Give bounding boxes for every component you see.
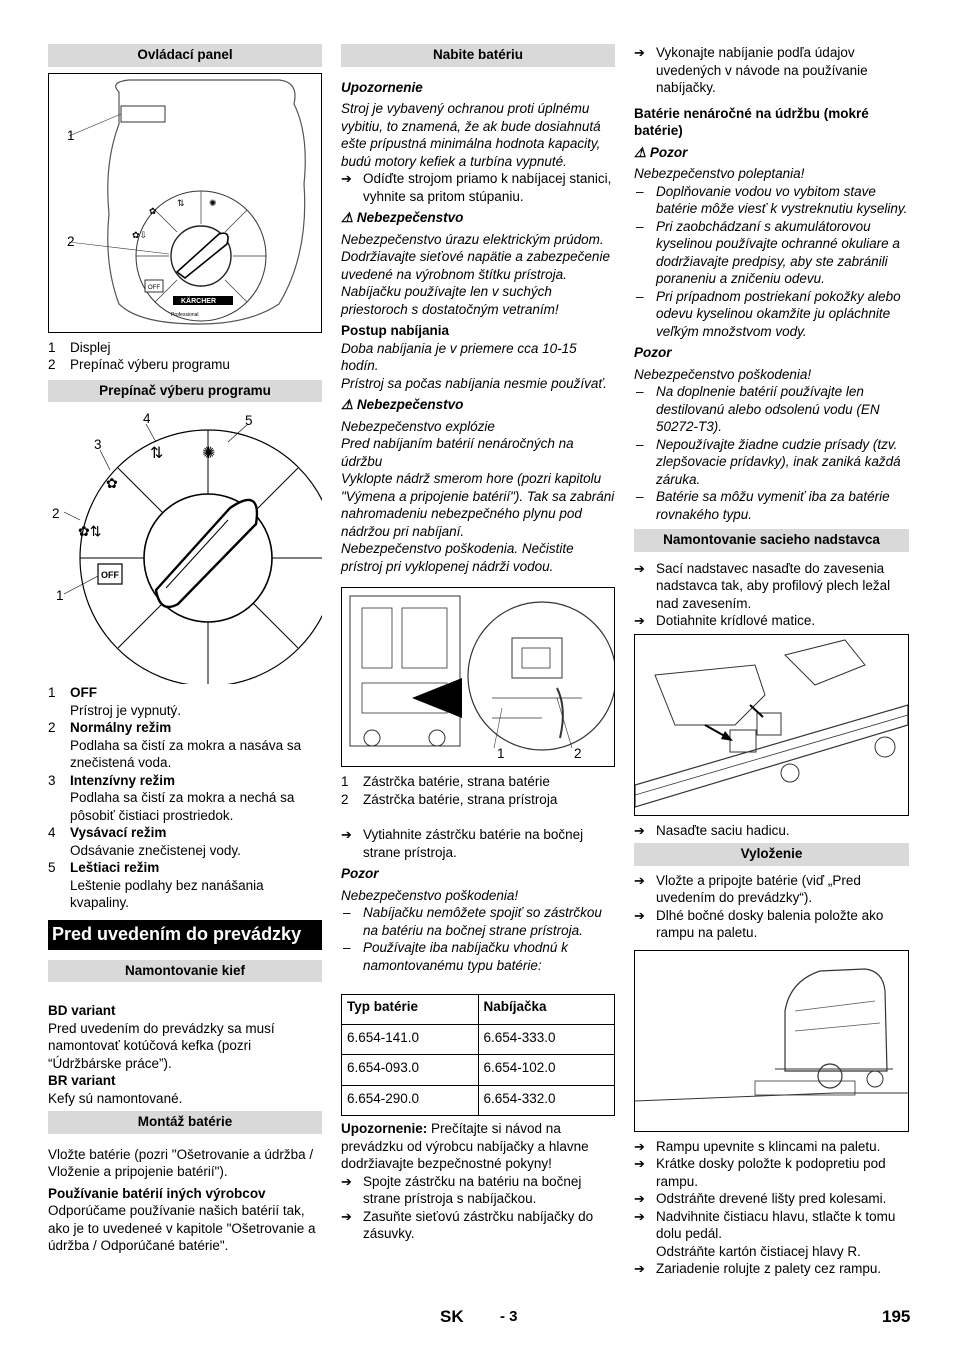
br-variant-text: Kefy sú namontované. (48, 1090, 183, 1106)
caution-title: ⚠ Pozor (634, 144, 688, 160)
column-middle (341, 44, 615, 1243)
figure-control-panel (48, 73, 322, 333)
caution-title: Pozor (341, 866, 379, 881)
normal-mode-icon: ✿⇅ (78, 523, 102, 539)
section-heading-battery-mounting: Montáž batérie (48, 1111, 322, 1134)
off-label: OFF (101, 570, 119, 580)
caution-item: – Pri prípadnom postriekaní pokožky alebo odevu kyselinou okamžite ju opláchnite veľkým množstvom vody. (634, 288, 909, 341)
vacuum-mode-icon: ⇅ (150, 445, 164, 462)
caption-list (341, 773, 615, 808)
section-heading-unloading: Vyloženie (634, 843, 909, 866)
figure-label-3: 3 (94, 437, 102, 452)
bd-variant-title: BD variant (48, 1003, 116, 1018)
table-cell: 6.654-332.0 (478, 1085, 615, 1116)
danger-text: Vyklopte nádrž smerom hore (pozri kapitolu "Výmena a pripojenie batérií"). Tak sa zabráni nahromadeniu nebezpečného plynu pod nádržou pri nabíjaní. (341, 471, 615, 539)
figure-suction-nozzle (634, 634, 909, 816)
footer-page-number: - 3 (500, 1308, 518, 1325)
control-panel-drawing (49, 74, 321, 330)
danger-text: Nabíjačku používajte len v suchých priestoroch s dostatočným vetraním! (341, 284, 559, 317)
table-cell: 6.654-290.0 (342, 1085, 479, 1116)
caution-text: Nebezpečenstvo poleptania! (634, 166, 805, 181)
mode-item: 4 Vysávací režim Odsávanie znečistenej vody. (48, 825, 241, 858)
instruction-step: ➔ Krátke dosky položte k podopretiu pod rampu. (634, 1155, 909, 1190)
bd-variant-text: Pred uvedením do prevádzky sa musí namontovať kotúčová kefka (pozri “Údržbárske práce”). (48, 1020, 275, 1071)
instruction-step: ➔ Rampu upevnite s klincami na paletu. (634, 1138, 909, 1156)
table-row (342, 1024, 615, 1055)
maintenance-free-batteries-title: Batérie nenáročné na údržbu (mokré batérie) (634, 105, 869, 138)
danger-text: Nebezpečenstvo explózie (341, 418, 495, 434)
unloading-ramp-drawing (635, 951, 908, 1129)
other-batteries-text: Odporúčame používanie našich batérií tak, ako je to uvedeneé v kapitole "Ošetrovanie a údržba / Odporúčané batérie". (48, 1203, 316, 1253)
figure-label-2: 2 (52, 506, 60, 521)
mode-icon: ✿⇩ (132, 229, 148, 240)
table-cell: 6.654-141.0 (342, 1024, 479, 1055)
figure-label-1: 1 (56, 588, 64, 603)
instruction-step: ➔ Zariadenie rolujte z palety cez rampu. (634, 1260, 909, 1278)
polish-mode-icon: ✺ (202, 445, 216, 462)
mode-item: 2 Normálny režim Podlaha sa čistí za mokra a nasáva sa znečistená voda. (48, 720, 302, 770)
figure-label-2: 2 (574, 746, 582, 761)
caption-item: 2 Prepínač výberu programu (48, 357, 230, 372)
suction-nozzle-drawing (635, 635, 908, 813)
danger-text: Nebezpečenstvo poškodenia. Nečistite prístroj pri vyklopenej nádrži vodou. (341, 541, 574, 574)
brand-logo: KÄRCHER (181, 297, 216, 305)
instruction-step: ➔ Vykonajte nabíjanie podľa údajov uvedených v návode na používanie nabíjačky. (634, 44, 909, 97)
caution-text: Nebezpečenstvo poškodenia! (634, 366, 812, 382)
figure-battery-plug (341, 587, 615, 767)
note-text: Stroj je vybavený ochranou proti úplnému vybitiu, to znamená, že ak bude dosiahnutá ešte prípustná minimálna hodnota kapacity, budú motory kefiek a turbína vypnuté. (341, 101, 601, 169)
mode-list (48, 684, 322, 912)
figure-label-5: 5 (245, 413, 253, 428)
danger-text: Nebezpečenstvo úrazu elektrickým prúdom. Dodržiavajte sieťové napätie a zabezpečenie uvedené na výrobnom štítku prístroja. (341, 231, 610, 282)
mode-item: 5 Leštiaci režim Leštenie podlahy bez nanášania kvapaliny. (48, 860, 264, 910)
column-right (634, 44, 909, 1278)
note-title: Upozornenie (341, 79, 423, 95)
professional-label: Professional (171, 311, 199, 318)
instruction-step: ➔ Nasaďte saciu hadicu. (634, 822, 909, 840)
table-header: Nabíjačka (478, 995, 615, 1025)
caution-item: – Na doplnenie batérií používajte len destilovanú alebo odsolenú vodu (EN 50272-T3). (634, 383, 909, 436)
caution-item: – Nepoužívajte žiadne cudzie prísady (tzv. zlepšovacie prídavky), inak zaniká každá záruka. (634, 436, 909, 489)
caption-item: 2 Zástrčka batérie, strana prístroja (341, 791, 558, 807)
mode-item: 1 OFF Prístroj je vypnutý. (48, 685, 182, 718)
charging-text: Prístroj sa počas nabíjania nesmie používať. (341, 375, 607, 391)
section-heading-program-selector: Prepínač výberu programu (48, 380, 322, 403)
figure-label-1: 1 (67, 127, 75, 143)
note-inline: Upozornenie: Prečítajte si návod na prevádzku od výrobcu nabíjačky a hlavne dodržiavajte bezpečnostné pokyny! (341, 1121, 589, 1171)
mode-icon: ⇅ (177, 197, 185, 208)
footer-language: SK (440, 1307, 464, 1326)
caution-item: – Nabíjačku nemôžete spojiť so zástrčkou na batériu na bočnej strane prístroja. (341, 904, 615, 939)
table-header-row (342, 995, 615, 1025)
table-cell: 6.654-093.0 (342, 1055, 479, 1086)
instruction-step: ➔ Nadvihnite čistiacu hlavu, stlačte k tomu dolu pedál. (634, 1208, 909, 1243)
warning-triangle-icon: ⚠ (341, 210, 357, 225)
mode-item: 3 Intenzívny režim Podlaha sa čistí za mokra a nechá sa pôsobiť čistiaci prostriedok. (48, 772, 295, 823)
footer-total-page: 195 (882, 1307, 911, 1326)
section-heading-charge-battery: Nabite batériu (341, 44, 615, 67)
instruction-step: ➔ Dlhé bočné dosky balenia položte ako rampu na paletu. (634, 907, 909, 942)
table-row (342, 1085, 615, 1116)
warning-triangle-icon: ⚠ (634, 144, 650, 160)
figure-label-1: 1 (497, 746, 505, 761)
column-left (48, 44, 322, 1255)
instruction-step: ➔ Odíďte strojom priamo k nabíjacej stanici, vyhnite sa pritom stúpaniu. (341, 170, 615, 205)
figure-program-selector (48, 408, 322, 684)
battery-plug-drawing (342, 588, 614, 764)
caption-list (48, 339, 322, 374)
instruction-step: ➔ Spojte zástrčku na batériu na bočnej strane prístroja s nabíjačkou. (341, 1173, 615, 1208)
warning-triangle-icon: ⚠ (341, 397, 357, 412)
table-cell: 6.654-333.0 (478, 1024, 615, 1055)
caution-item: – Používajte iba nabíjačku vhodnú k namontovanému typu batérie: (341, 939, 615, 974)
instruction-step: ➔ Vložte a pripojte batérie (viď „Pred uvedením do prevádzky“). (634, 872, 909, 907)
figure-unloading-ramp (634, 950, 909, 1132)
caution-title: Pozor (634, 345, 672, 360)
section-heading-suction-nozzle: Namontovanie sacieho nadstavca (634, 529, 909, 552)
caution-item: – Doplňovanie vodou vo vybitom stave batérie môže viesť k vystreknutiu kyseliny. (634, 183, 909, 218)
instruction-step: ➔ Zasuňte sieťovú zástrčku nabíjačky do zásuvky. (341, 1208, 615, 1243)
charging-text: Doba nabíjania je v priemere cca 10-15 hodín. (341, 340, 577, 373)
caption-item: 1 Displej (48, 339, 111, 355)
figure-label-4: 4 (143, 411, 151, 426)
table-cell: 6.654-102.0 (478, 1055, 615, 1086)
battery-mounting-text: Vložte batérie (pozri "Ošetrovanie a údržba / Vloženie a pripojenie batérií"). (48, 1146, 314, 1179)
battery-charger-table (341, 994, 615, 1116)
table-header: Typ batérie (342, 995, 479, 1025)
intensive-mode-icon: ✿ (106, 475, 118, 491)
chapter-heading-before-use: Pred uvedením do prevádzky (48, 920, 322, 950)
section-heading-brushes: Namontovanie kief (48, 960, 322, 983)
caution-item: – Batérie sa môžu vymeniť iba za batérie rovnakého typu. (634, 488, 909, 523)
danger-title: ⚠ Nebezpečenstvo (341, 397, 464, 412)
table-row (342, 1055, 615, 1086)
charging-procedure-title: Postup nabíjania (341, 323, 450, 338)
mode-icon: ✿ (149, 205, 157, 216)
instruction-continuation: Odstráňte kartón čistiacej hlavy R. (656, 1243, 861, 1259)
program-selector-drawing (48, 408, 322, 684)
instruction-step: ➔ Sací nadstavec nasaďte do zavesenia nadstavca tak, aby profilový plech ležal nad zavesením. (634, 560, 909, 613)
danger-text: Pred nabíjaním batérií nenáročných na údržbu (341, 436, 574, 469)
section-heading-control-panel: Ovládací panel (48, 44, 322, 67)
br-variant-title: BR variant (48, 1073, 116, 1088)
mode-icon: ✺ (209, 197, 217, 208)
figure-label-2: 2 (67, 233, 75, 249)
instruction-step: ➔ Dotiahnite krídlové matice. (634, 612, 909, 630)
other-batteries-title: Používanie batérií iných výrobcov (48, 1185, 266, 1201)
danger-title: ⚠ Nebezpečenstvo (341, 210, 464, 225)
caution-item: – Pri zaobchádzaní s akumulátorovou kyselinou používajte ochranné okuliare a dodržiavajte predpisy, aby ste zabránili poraneniu a zničeniu odevu. (634, 218, 909, 288)
caption-item: 1 Zástrčka batérie, strana batérie (341, 774, 550, 789)
off-label: OFF (148, 284, 160, 291)
caution-text: Nebezpečenstvo poškodenia! (341, 887, 519, 903)
instruction-step: ➔ Vytiahnite zástrčku batérie na bočnej strane prístroja. (341, 826, 615, 861)
instruction-step: ➔ Odstráňte drevené lišty pred kolesami. (634, 1190, 909, 1208)
